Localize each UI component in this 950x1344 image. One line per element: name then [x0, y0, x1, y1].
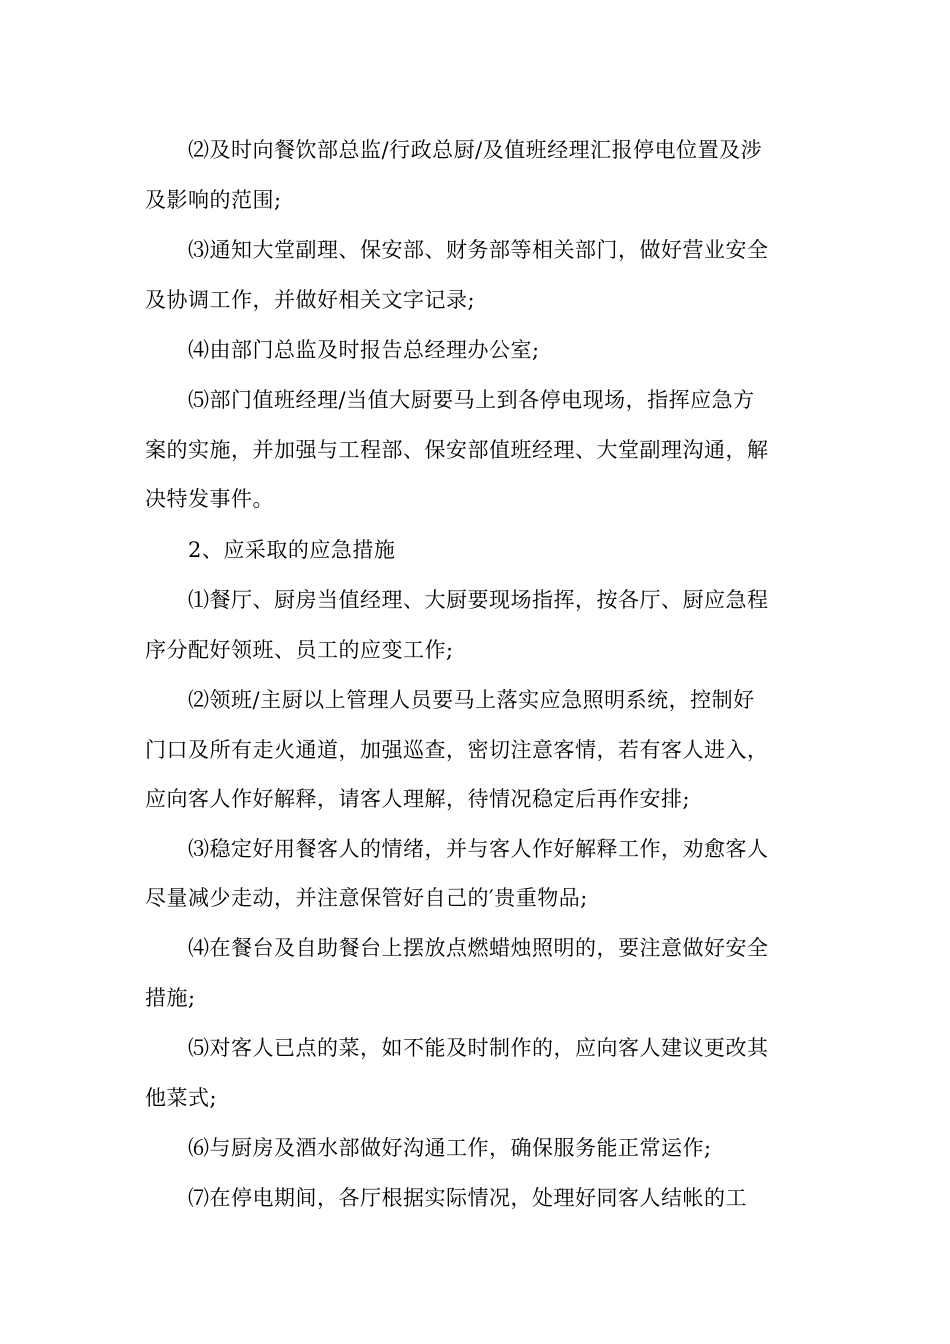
text-line-15: ⑶稳定好用餐客人的情绪，并与客人作好解释工作，劝愈客人	[188, 837, 769, 861]
text-line-6: ⑸部门值班经理/当值大厨要马上到各停电现场，指挥应急方	[188, 388, 755, 412]
text-line-12: ⑵领班/主厨以上管理人员要马上落实应急照明系统，控制好	[188, 688, 755, 712]
text-line-5: ⑷由部门总监及时报告总经理办公室;	[188, 338, 540, 362]
text-line-7: 案的实施，并加强与工程部、保安部值班经理、大堂副理沟通，解	[145, 438, 769, 462]
text-line-22: ⑺在停电期间，各厅根据实际情况，处理好同客人结帐的工	[188, 1186, 747, 1210]
section-heading: 2、应采取的应急措施	[188, 538, 396, 562]
text-line-17: ⑷在餐台及自助餐台上摆放点燃蜡烛照明的，要注意做好安全	[188, 936, 769, 960]
text-line-13: 门口及所有走火通道，加强巡查，密切注意客情，若有客人进入，	[145, 738, 769, 762]
text-line-21: ⑹与厨房及酒水部做好沟通工作，确保服务能正常运作;	[188, 1136, 712, 1160]
text-line-2: 及影响的范围;	[145, 188, 282, 212]
text-line-10: ⑴餐厅、厨房当值经理、大厨要现场指挥，按各厅、厨应急程	[188, 588, 769, 612]
text-line-20: 他菜式;	[145, 1086, 218, 1110]
text-line-14: 应向客人作好解释，请客人理解，待情况稳定后再作安排;	[145, 787, 691, 811]
text-line-16: 尽量减少走动，并注意保管好自己的′贵重物品;	[145, 886, 588, 910]
text-line-18: 措施;	[145, 986, 196, 1010]
text-line-19: ⑸对客人已点的菜，如不能及时制作的，应向客人建议更改其	[188, 1036, 769, 1060]
text-line-1: ⑵及时向餐饮部总监/行政总厨/及值班经理汇报停电位置及涉	[188, 138, 763, 162]
text-line-8: 决特发事件。	[145, 487, 274, 511]
text-line-3: ⑶通知大堂副理、保安部、财务部等相关部门，做好营业安全	[188, 238, 769, 262]
text-line-11: 序分配好领班、员工的应变工作;	[145, 638, 454, 662]
text-line-4: 及协调工作，并做好相关文字记录;	[145, 288, 476, 312]
